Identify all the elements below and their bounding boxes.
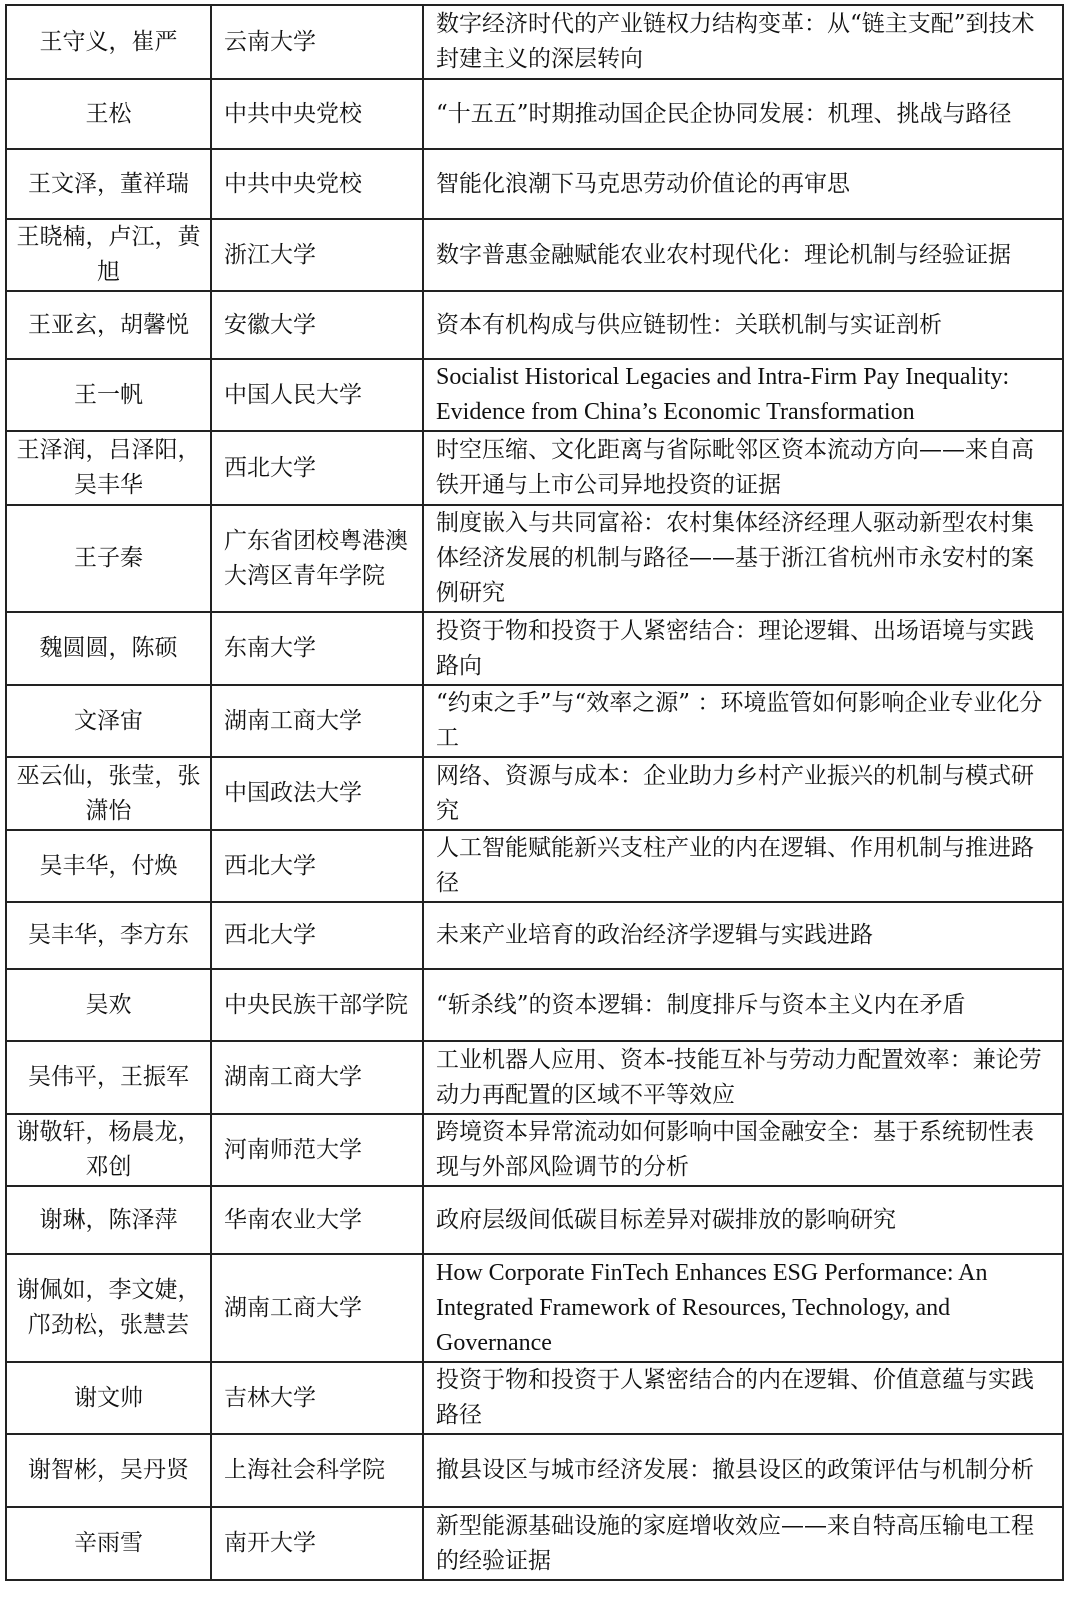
author-cell: 吴欢	[6, 969, 211, 1041]
institution-cell: 中国人民大学	[211, 359, 423, 431]
institution-cell: 中共中央党校	[211, 79, 423, 149]
table-row	[6, 431, 1063, 505]
author-cell: 谢敬轩，杨晨龙，邓创	[6, 1114, 211, 1186]
table-row	[6, 1507, 1063, 1580]
author-cell: 谢智彬，吴丹贤	[6, 1434, 211, 1507]
table-row	[6, 1041, 1063, 1114]
title-cell: “约束之手”与“效率之源” ：环境监管如何影响企业专业化分工	[423, 685, 1063, 757]
author-cell: 王一帆	[6, 359, 211, 431]
institution-cell: 浙江大学	[211, 219, 423, 291]
institution-cell: 中共中央党校	[211, 149, 423, 219]
title-cell: 跨境资本异常流动如何影响中国金融安全：基于系统韧性表现与外部风险调节的分析	[423, 1114, 1063, 1186]
table-row	[6, 969, 1063, 1041]
institution-cell: 中央民族干部学院	[211, 969, 423, 1041]
author-cell: 吴伟平，王振军	[6, 1041, 211, 1114]
institution-cell: 吉林大学	[211, 1362, 423, 1434]
title-cell: 人工智能赋能新兴支柱产业的内在逻辑、作用机制与推进路径	[423, 830, 1063, 902]
table-row	[6, 902, 1063, 969]
institution-cell: 湖南工商大学	[211, 1254, 423, 1362]
institution-cell: 湖南工商大学	[211, 685, 423, 757]
institution-cell: 安徽大学	[211, 291, 423, 359]
table-row	[6, 685, 1063, 757]
institution-cell: 南开大学	[211, 1507, 423, 1580]
table-row	[6, 1254, 1063, 1362]
title-cell: 未来产业培育的政治经济学逻辑与实践进路	[423, 902, 1063, 969]
table-row	[6, 505, 1063, 612]
title-cell: 工业机器人应用、资本-技能互补与劳动力配置效率：兼论劳动力再配置的区域不平等效应	[423, 1041, 1063, 1114]
title-cell: 时空压缩、文化距离与省际毗邻区资本流动方向——来自高铁开通与上市公司异地投资的证据	[423, 431, 1063, 505]
title-cell: 数字经济时代的产业链权力结构变革：从“链主支配”到技术封建主义的深层转向	[423, 5, 1063, 79]
institution-cell: 上海社会科学院	[211, 1434, 423, 1507]
title-cell: 数字普惠金融赋能农业农村现代化：理论机制与经验证据	[423, 219, 1063, 291]
title-cell: 制度嵌入与共同富裕：农村集体经济经理人驱动新型农村集体经济发展的机制与路径——基于浙江省杭州市永安村的案例研究	[423, 505, 1063, 612]
institution-cell: 华南农业大学	[211, 1186, 423, 1254]
table-row	[6, 757, 1063, 830]
table-row	[6, 149, 1063, 219]
table-row	[6, 359, 1063, 431]
institution-cell: 西北大学	[211, 431, 423, 505]
author-cell: 巫云仙，张莹，张潇怡	[6, 757, 211, 830]
author-cell: 谢琳，陈泽萍	[6, 1186, 211, 1254]
title-cell: 资本有机构成与供应链韧性：关联机制与实证剖析	[423, 291, 1063, 359]
author-cell: 王亚玄，胡馨悦	[6, 291, 211, 359]
author-cell: 王晓楠，卢江，黄旭	[6, 219, 211, 291]
institution-cell: 东南大学	[211, 612, 423, 685]
author-cell: 吴丰华，付焕	[6, 830, 211, 902]
author-cell: 王文泽，董祥瑞	[6, 149, 211, 219]
author-cell: 谢文帅	[6, 1362, 211, 1434]
title-cell: 撤县设区与城市经济发展：撤县设区的政策评估与机制分析	[423, 1434, 1063, 1507]
author-cell: 辛雨雪	[6, 1507, 211, 1580]
author-cell: 吴丰华，李方东	[6, 902, 211, 969]
title-cell: 投资于物和投资于人紧密结合：理论逻辑、出场语境与实践路向	[423, 612, 1063, 685]
author-cell: 魏圆圆，陈硕	[6, 612, 211, 685]
institution-cell: 西北大学	[211, 830, 423, 902]
paper-list-table	[5, 4, 1064, 1581]
title-cell: 投资于物和投资于人紧密结合的内在逻辑、价值意蕴与实践路径	[423, 1362, 1063, 1434]
title-cell: 智能化浪潮下马克思劳动价值论的再审思	[423, 149, 1063, 219]
table-row	[6, 79, 1063, 149]
table-row	[6, 1434, 1063, 1507]
title-cell: How Corporate FinTech Enhances ESG Performance: An Integrated Framework of Resources, Technology, and Governance	[423, 1254, 1063, 1362]
title-cell: Socialist Historical Legacies and Intra-Firm Pay Inequality: Evidence from China’s Economic Transformation	[423, 359, 1063, 431]
table-row	[6, 1186, 1063, 1254]
table-row	[6, 830, 1063, 902]
author-cell: 王泽润，吕泽阳，吴丰华	[6, 431, 211, 505]
table-row	[6, 1362, 1063, 1434]
institution-cell: 中国政法大学	[211, 757, 423, 830]
table-row	[6, 1114, 1063, 1186]
title-cell: 新型能源基础设施的家庭增收效应——来自特高压输电工程的经验证据	[423, 1507, 1063, 1580]
table-body	[6, 5, 1063, 1580]
title-cell: “十五五”时期推动国企民企协同发展：机理、挑战与路径	[423, 79, 1063, 149]
author-cell: 王子秦	[6, 505, 211, 612]
author-cell: 谢佩如，李文婕，邝劲松，张慧芸	[6, 1254, 211, 1362]
author-cell: 王守义，崔严	[6, 5, 211, 79]
table-row	[6, 219, 1063, 291]
title-cell: 政府层级间低碳目标差异对碳排放的影响研究	[423, 1186, 1063, 1254]
table-row	[6, 5, 1063, 79]
author-cell: 王松	[6, 79, 211, 149]
table-row	[6, 291, 1063, 359]
institution-cell: 西北大学	[211, 902, 423, 969]
author-cell: 文泽宙	[6, 685, 211, 757]
institution-cell: 广东省团校粤港澳大湾区青年学院	[211, 505, 423, 612]
institution-cell: 云南大学	[211, 5, 423, 79]
institution-cell: 河南师范大学	[211, 1114, 423, 1186]
title-cell: “斩杀线”的资本逻辑：制度排斥与资本主义内在矛盾	[423, 969, 1063, 1041]
institution-cell: 湖南工商大学	[211, 1041, 423, 1114]
table-row	[6, 612, 1063, 685]
title-cell: 网络、资源与成本：企业助力乡村产业振兴的机制与模式研究	[423, 757, 1063, 830]
